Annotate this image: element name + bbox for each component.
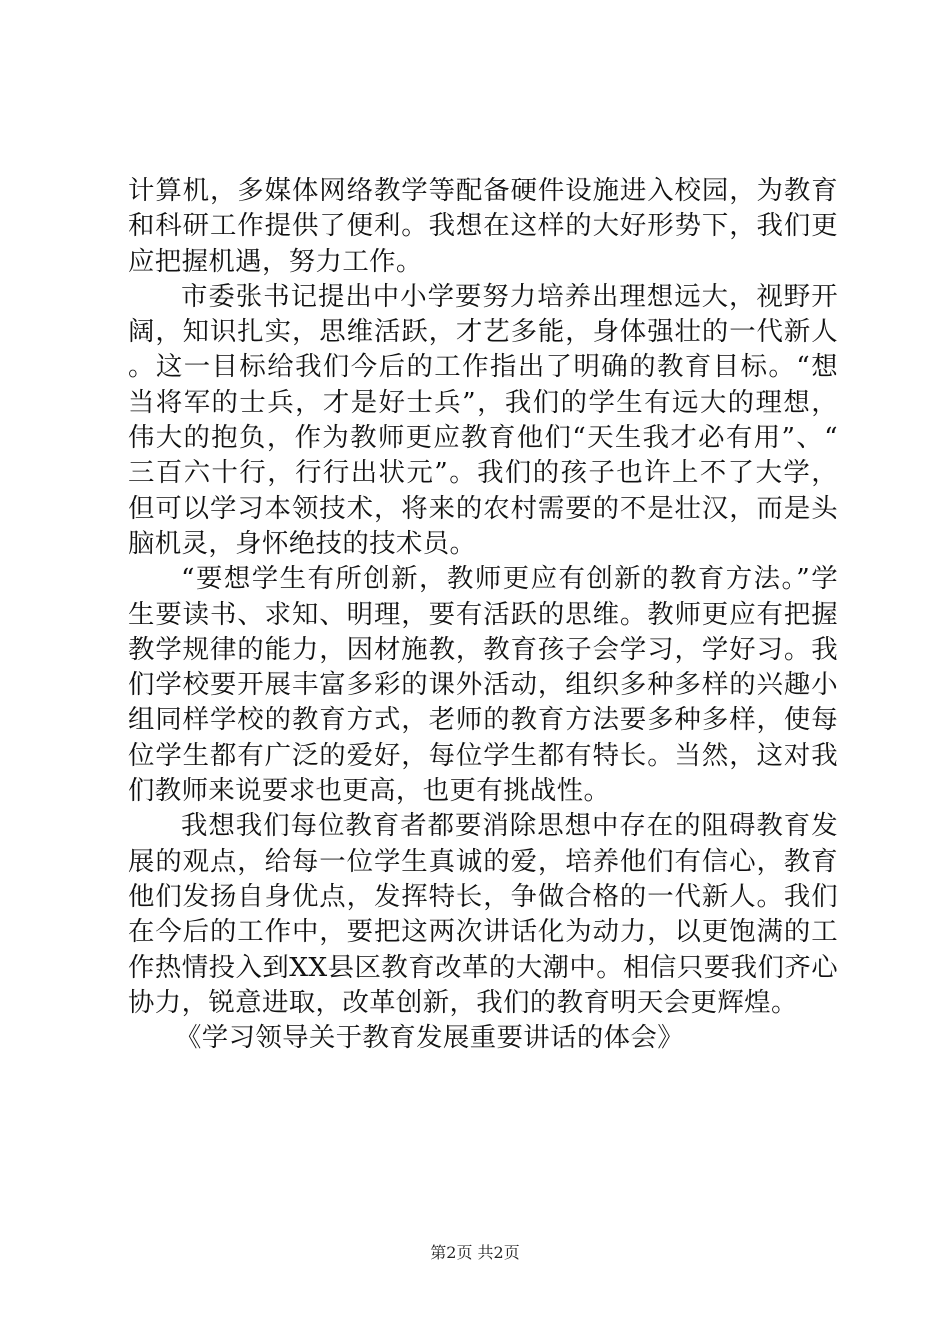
paragraph-teaching-innovation: “要想学生有所创新，教师更应有创新的教育方法。”学生要读书、求知、明理，要有活跃的思维。教师更应有把握教学规律的能力，因材施教，教育孩子会学习，学好习。我们学校要开展丰富多彩的课外活动，组织多种多样的兴趣小组同样学校的教育方式，老师的教育方法要多种多样，使每位学生都有广泛的爱好，每位学生都有特长。当然，这对我们教师来说要求也更高，也更有挑战性。 bbox=[128, 563, 838, 807]
paragraph-continuation: 计算机，多媒体网络教学等配备硬件设施进入校园，为教育和科研工作提供了便利。我想在这样的大好形势下，我们更应把握机遇，努力工作。 bbox=[128, 175, 838, 277]
document-title-line: 《学习领导关于教育发展重要讲话的体会》 bbox=[175, 1022, 685, 1054]
paragraph-conclusion: 我想我们每位教育者都要消除思想中存在的阻碍教育发展的观点，给每一位学生真诚的爱，培养他们有信心，教育他们发扬自身优点，发挥特长，争做合格的一代新人。我们在今后的工作中，要把这两次讲话化为动力，以更饱满的工作热情投入到XX县区教育改革的大潮中。相信只要我们齐心协力，锐意进取，改革创新，我们的教育明天会更辉煌。 bbox=[128, 810, 838, 1018]
document-body bbox=[128, 173, 838, 1055]
paragraph-education-goals: 市委张书记提出中小学要努力培养出理想远大，视野开阔，知识扎实，思维活跃，才艺多能，身体强壮的一代新人。这一目标给我们今后的工作指出了明确的教育目标。“想当将军的士兵，才是好士兵”，我们的学生有远大的理想，伟大的抱负，作为教师更应教育他们“天生我才必有用”、“三百六十行，行行出状元”。我们的孩子也许上不了大学，但可以学习本领技术，将来的农村需要的不是壮汉，而是头脑机灵，身怀绝技的技术员。 bbox=[128, 280, 838, 559]
page-number-footer: 第2页 共2页 bbox=[430, 1243, 520, 1262]
